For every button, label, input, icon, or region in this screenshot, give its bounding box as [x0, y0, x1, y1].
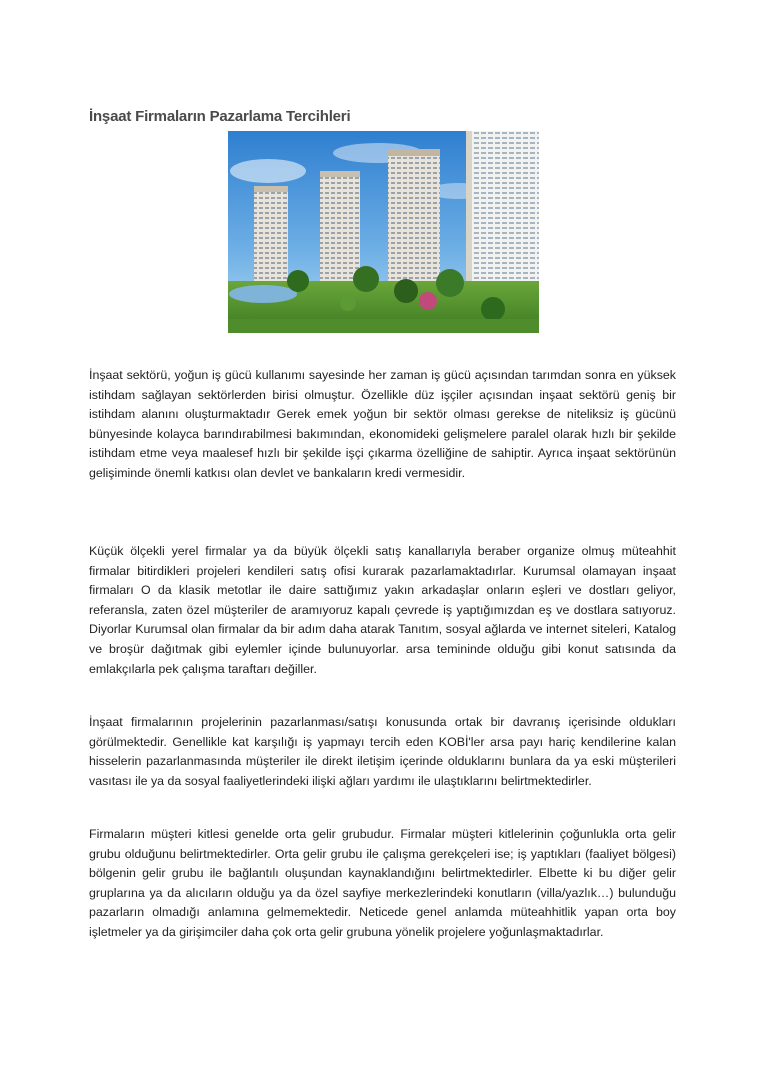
- paragraph-4: Firmaların müşteri kitlesi genelde orta gelir grubudur. Firmalar müşteri kitlelerinin çoğunlukla orta gelir grubu olduğunu belirtmektedirler. Orta gelir grubu ile çalışma gerekçeleri ise; iş yaptıkları (faaliyet bölgesi) bölgenin gelir grubu ile bağlantılı oluşundan kaynaklandığını belirtmektedirler. Elbette ki bu diğer gelir gruplarına ya da alıcıların olduğu ya da özel sayfiye merkezlerindeki konutların (villa/yazlık…) bulunduğu pazarların olmadığı anlamına gelmemektedir. Neticede genel anlamda müteahhitlik yapan orta boy işletmeler ya da girişimciler daha çok orta gelir grubuna yönelik projelere yoğunlaşmaktadırlar.: [89, 827, 676, 939]
- paragraph-1: İnşaat sektörü, yoğun iş gücü kullanımı sayesinde her zaman iş gücü açısından tarımdan sonra en yüksek istihdam sağlayan sektörlerden birisi olmuştur. Özellikle düz işçiler açısından inşaat sektörü geniş bir istihdam alanını oluşturmaktadır Gerek emek yoğun bir sektör olması gerekse de niteliksiz iş gücünü bünyesinde kolayca barındırabilmesi bakımından, ekonomideki gelişmelere paralel olarak hızlı bir şekilde istihdam etme veya maalesef hızlı bir şekilde işçi çıkarma özelliğine de sahiptir. Ayrıca inşaat sektörünün gelişiminde önemli katkısı olan devlet ve bankaların kredi vermesidir.: [89, 368, 676, 480]
- document-title: İnşaat Firmaların Pazarlama Tercihleri: [89, 108, 351, 125]
- paragraph-2: Küçük ölçekli yerel firmalar ya da büyük ölçekli satış kanallarıyla beraber organize olmuş müteahhit firmalar bitirdikleri projeleri kendileri satış ofisi kurarak pazarlamaktadırlar. Kurumsal olamayan inşaat firmaları O da klasik metotlar ile daire sattığımız yakın arkadaşlar onların eşleri ve dostları geliyor, referansla, zaten özel müşteriler de aramıyoruz kapalı çevrede iş yaptığımızdan eş ve dostlara satıyoruz. Diyorlar Kurumsal olan firmalar da bir adım daha atarak Tanıtım, sosyal ağlarda ve internet siteleri, Katalog ve broşür dağıtmak gibi eylemler içinde bulunuyorlar. arsa temininde olduğu gibi konut satısında da emlakçılarla pek çalışma taraftarı değiller.: [89, 544, 676, 676]
- paragraph-3: İnşaat firmalarının projelerinin pazarlanması/satışı konusunda ortak bir davranış içerisinde oldukları görülmektedir. Genellikle kat karşılığı iş yapmayı tercih eden KOBİ'ler arsa payı hariç kendilerine kalan hisselerin pazarlanmasında müşteriler ile direkt iletişim içerinde olduklarını bunlara da ya eski müşterileri vasıtası ile ya da sosyal faaliyetlerindeki ilişki ağları yardımı ile ulaştıklarını belirtmektedirler.: [89, 715, 676, 788]
- residential-towers-photo: [228, 131, 539, 333]
